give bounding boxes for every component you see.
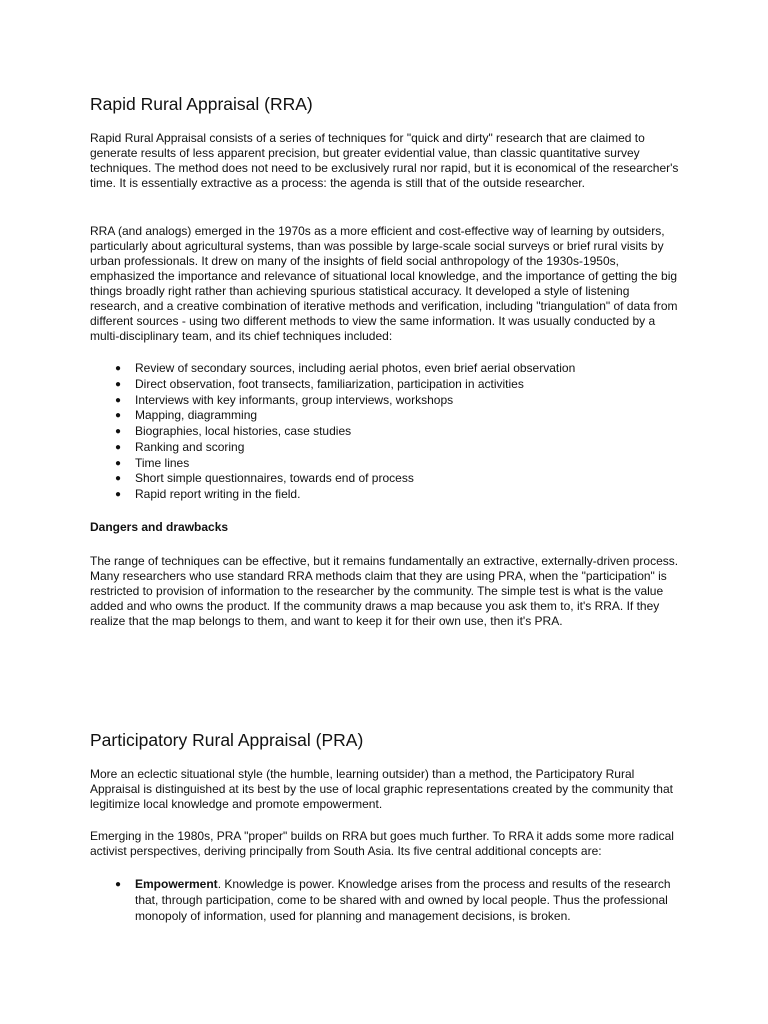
bullet-icon: ● <box>115 457 122 469</box>
bullet-icon: ● <box>115 441 122 453</box>
pra-intro-paragraph: More an eclectic situational style (the humble, learning outsider) than a method, the Participatory Rural Appraisal is distinguished at its best by the use of local graphic representations created by the community that legitimize local knowledge and promote empowerment. <box>90 767 673 811</box>
list-item: ● Direct observation, foot transects, familiarization, participation in activities <box>115 376 524 391</box>
bullet-icon: ● <box>115 879 122 890</box>
list-item: ● Interviews with key informants, group interviews, workshops <box>115 392 454 407</box>
list-item: ● Short simple questionnaires, towards end of process <box>115 471 414 486</box>
concept-text: . Knowledge is power. Knowledge arises from the process and results of the research that, through participation, come to be shared with and owned by local people. Thus the professional monopoly of information, used for planning and management decisions, is broken. <box>135 877 671 923</box>
pra-title: Participatory Rural Appraisal (PRA) <box>90 730 364 750</box>
list-item: ● Rapid report writing in the field. <box>115 487 301 501</box>
bullet-icon: ● <box>115 426 122 437</box>
bullet-icon: ● <box>115 410 122 422</box>
dangers-heading: Dangers and drawbacks <box>90 520 229 534</box>
rra-intro-paragraph: Rapid Rural Appraisal consists of a series of techniques for "quick and dirty" research that are claimed to generate results of less apparent precision, but greater evidential value, than classic quantitative survey techniques. The method does not need to be exclusively rural nor rapid, but it is economical of the researcher's time. It is essentially extractive as a process: the agenda is still that of the outside researcher. <box>90 131 679 190</box>
list-item <box>90 877 680 924</box>
pra-concepts-list <box>90 877 680 924</box>
list-item: ● Ranking and scoring <box>115 439 245 454</box>
list-item: ● Mapping, diagramming <box>115 408 258 423</box>
pra-emerging-paragraph: Emerging in the 1980s, PRA "proper" builds on RRA but goes much further. To RRA it adds some more radical activist perspectives, deriving principally from South Asia. Its five central additional concepts are: <box>90 829 674 858</box>
list-item: ● Biographies, local histories, case studies <box>115 424 352 438</box>
list-item: ● Review of secondary sources, including aerial photos, even brief aerial observation <box>115 361 576 375</box>
bullet-icon: ● <box>115 489 122 500</box>
bullet-icon: ● <box>115 363 122 374</box>
bullet-icon: ● <box>115 473 122 485</box>
dangers-paragraph: The range of techniques can be effective, but it remains fundamentally an extractive, externally-driven process. Many researchers who use standard RRA methods claim that they are using PRA, when the "participation" is restricted to provision of information to the researcher by the community. The simple test is what is the value added and who owns the product. If the community draws a map because you ask them to, it's RRA. If they realize that the map belongs to them, and want to keep it for their own use, then it's PRA. <box>90 554 679 628</box>
list-item: ● Time lines <box>115 455 190 470</box>
rra-title: Rapid Rural Appraisal (RRA) <box>90 94 313 114</box>
rra-history-paragraph: RRA (and analogs) emerged in the 1970s as a more efficient and cost-effective way of learning by outsiders, particularly about agricultural systems, than was possible by large-scale social surveys or brief rural visits by urban professionals. It drew on many of the insights of field social anthropology of the 1930s-1950s, emphasized the importance and relevance of situational local knowledge, and the importance of getting the big things broadly right rather than achieving spurious statistical accuracy. It developed a style of listening research, and a creative combination of iterative methods and verification, including "triangulation" of data from different sources - using two different methods to view the same information. It was usually conducted by a multi-disciplinary team, and its chief techniques included: <box>90 224 678 343</box>
rra-techniques-list <box>90 361 680 503</box>
concept-term: Empowerment <box>135 877 218 891</box>
bullet-icon: ● <box>115 394 122 406</box>
bullet-icon: ● <box>115 378 122 390</box>
